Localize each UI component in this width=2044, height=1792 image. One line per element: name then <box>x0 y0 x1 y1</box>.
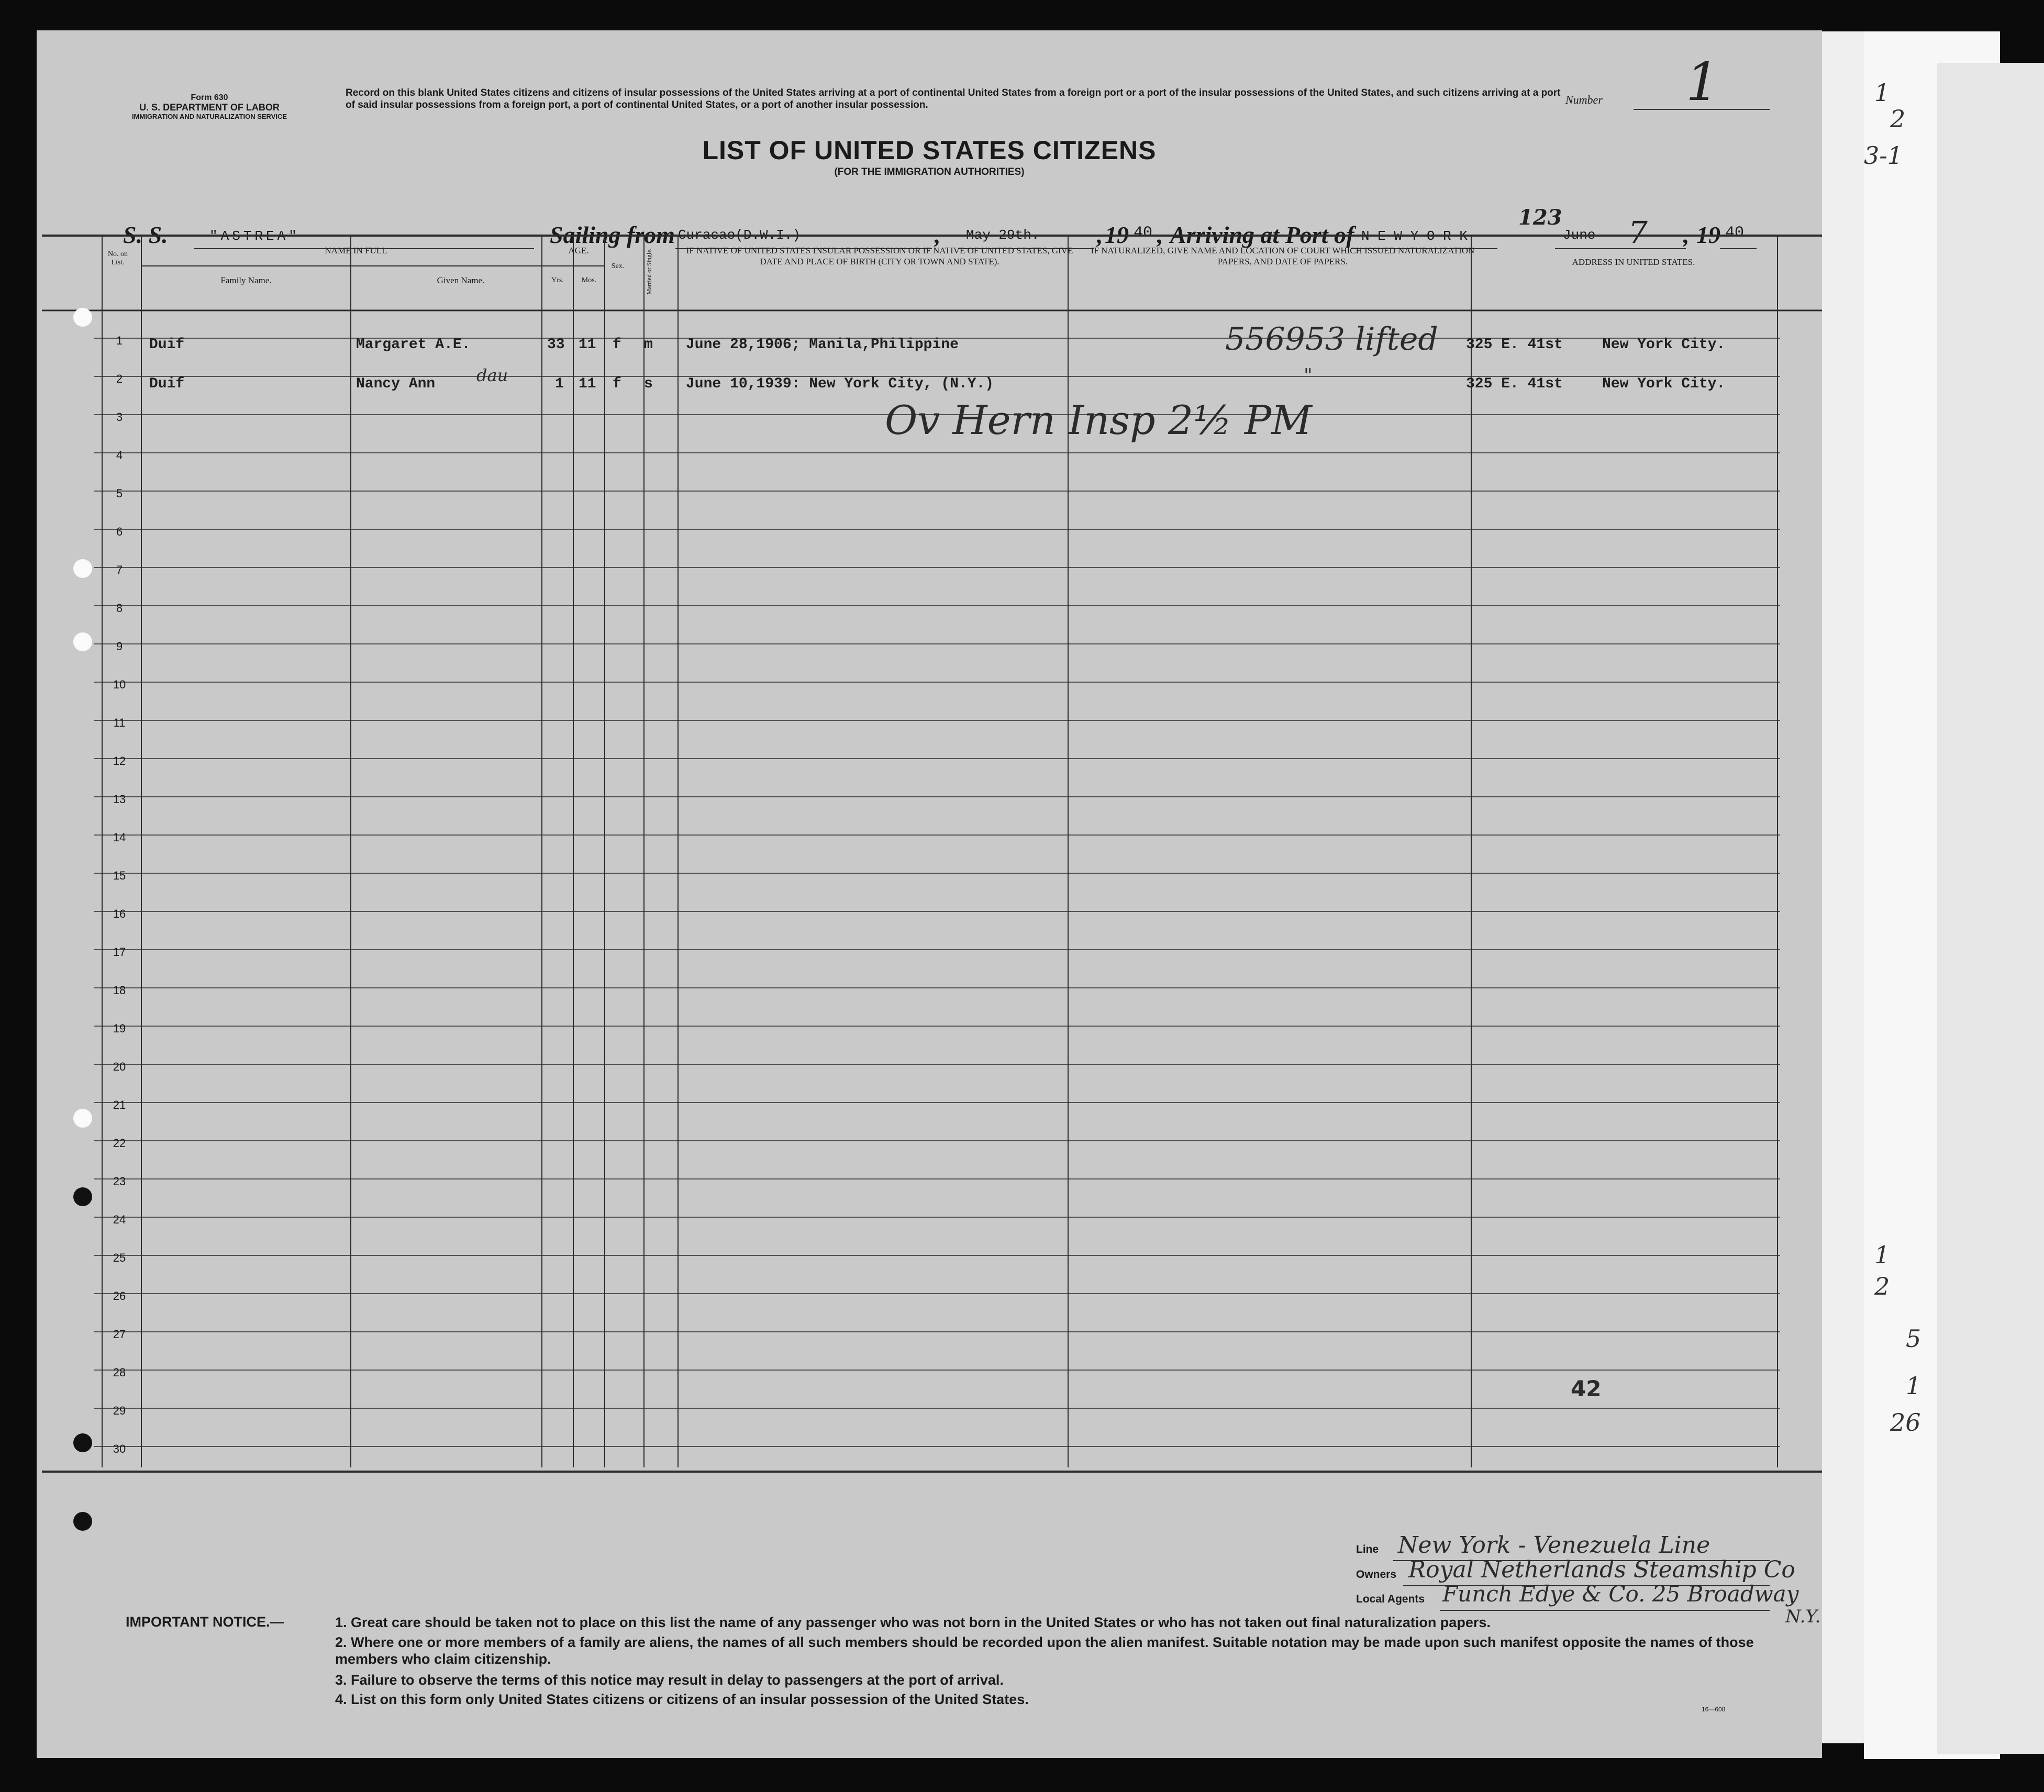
address-city: New York City. <box>1602 376 1726 392</box>
background-sheet <box>1937 63 2044 1754</box>
header-age: AGE. <box>568 246 589 255</box>
row-number: 23 <box>113 1175 126 1188</box>
row-number: 21 <box>113 1098 126 1111</box>
row-number: 11 <box>113 716 126 729</box>
row-number: 6 <box>116 525 123 538</box>
side-tally-mark: 5 <box>1906 1324 1921 1353</box>
address-street: 325 E. 41st <box>1466 337 1563 353</box>
page-total-stamp: 42 <box>1571 1376 1602 1401</box>
header-naturalized: IF NATURALIZED, GIVE NAME AND LOCATION OF COURT WHICH ISSUED NATURALIZATION PAPERS, AND DATE OF PAPERS. <box>1091 246 1475 266</box>
header-yrs: Yrs. <box>551 276 564 284</box>
row-number: 29 <box>113 1404 126 1417</box>
age-months: 11 <box>579 337 596 353</box>
notice-item: 1. Great care should be taken not to place on this list the name of any passenger who was not born in the United States or who has not taken out final naturalization papers. <box>335 1615 1491 1630</box>
family-name: Duif <box>149 376 185 392</box>
row-number: 28 <box>113 1366 126 1379</box>
binder-hole <box>73 632 92 651</box>
naturalization-ditto: " <box>1304 365 1313 387</box>
row-number: 15 <box>113 869 126 882</box>
agents-extra: N.Y. <box>1785 1606 1821 1627</box>
side-tally-mark: 1 <box>1874 1241 1890 1269</box>
row-number: 24 <box>113 1213 126 1226</box>
binder-hole <box>73 559 92 578</box>
manifest-page <box>37 30 1822 1758</box>
notice-item: 2. Where one or more members of a family are aliens, the names of all such members should be recorded upon the alien manifest. Suitable notation may be made upon such manifest opposite the names of those members who claim citizenship. <box>335 1634 1754 1667</box>
age-years: 1 <box>555 376 564 392</box>
binder-hole <box>73 1512 92 1531</box>
page-subtitle: (FOR THE IMMIGRATION AUTHORITIES) <box>834 166 1025 177</box>
row-number: 17 <box>113 945 126 959</box>
marital-status: s <box>644 376 653 392</box>
record-notice: Record on this blank United States citizens and citizens of insular possessions of the United States arriving at a port of continental United States from a foreign port or a port of the insular possessions of the United States, and such citizens arriving at a port of said insular possessions from a foreign port, a port of continental United States, or a port of another insular possession. <box>346 87 1561 110</box>
row-number: 12 <box>113 754 126 767</box>
side-tally-mark: 1 <box>1874 79 1890 107</box>
side-tally-mark: 2 <box>1890 105 1906 133</box>
header-name-in-full: NAME IN FULL <box>325 246 387 255</box>
agents-underline <box>1440 1610 1770 1611</box>
row-number: 18 <box>113 984 126 997</box>
form-number: Form 630 <box>191 93 228 102</box>
arriving-port: N E W Y O R K <box>1361 228 1468 244</box>
binder-hole <box>73 1433 92 1452</box>
row-number: 8 <box>116 602 123 615</box>
list-number: 1 <box>1686 51 1719 113</box>
row-number: 1 <box>116 334 123 347</box>
header-address: ADDRESS IN UNITED STATES. <box>1572 257 1695 267</box>
owners-value: Royal Netherlands Steamship Co <box>1408 1556 1795 1583</box>
form-code: 16—608 <box>1702 1706 1726 1713</box>
row-number: 16 <box>113 907 126 920</box>
row-number: 25 <box>113 1251 126 1264</box>
ss-label: S. S. <box>123 221 168 248</box>
header-sex: Sex. <box>611 262 625 270</box>
notice-item: 4. List on this form only United States citizens or citizens of an insular possession of the United States. <box>335 1691 1029 1707</box>
ship-name: "ASTREA" <box>209 228 300 244</box>
binder-hole <box>73 308 92 327</box>
row-number: 27 <box>113 1328 126 1341</box>
line-value: New York - Venezuela Line <box>1398 1532 1710 1559</box>
row-number: 13 <box>113 793 126 806</box>
agents-value: Funch Edye & Co. 25 Broadway <box>1442 1581 1799 1607</box>
header-no: No. on List. <box>107 250 128 266</box>
header-native: IF NATIVE OF UNITED STATES INSULAR POSSESSION OR IF NATIVE OF UNITED STATES, GIVE DATE AND PLACE OF BIRTH (CITY OR TOWN AND STATE). <box>686 246 1073 266</box>
arrival-year: 40 <box>1725 224 1745 242</box>
given-name-note: dau <box>476 365 508 385</box>
line-label: Line <box>1356 1543 1379 1555</box>
side-tally-mark: 3-1 <box>1864 141 1903 170</box>
agents-label: Local Agents <box>1356 1593 1425 1605</box>
number-label: Number <box>1565 93 1603 106</box>
department: U. S. DEPARTMENT OF LABOR <box>139 102 280 113</box>
sex: f <box>613 376 621 392</box>
important-notice-label: IMPORTANT NOTICE.— <box>126 1614 284 1630</box>
side-tally-mark: 2 <box>1874 1272 1890 1300</box>
row-number: 10 <box>113 678 126 691</box>
side-tally-mark: 26 <box>1890 1408 1921 1437</box>
row-number: 30 <box>113 1442 126 1455</box>
row-number: 19 <box>113 1022 126 1035</box>
arrival-month: June <box>1563 227 1596 243</box>
arrival-day: 7 <box>1628 215 1648 250</box>
sailing-year-prefix: 19 <box>1105 221 1129 248</box>
owners-label: Owners <box>1356 1568 1397 1580</box>
row-number: 5 <box>116 487 123 500</box>
arriving-label: Arriving at Port of <box>1170 221 1354 248</box>
row-number: 9 <box>116 640 123 653</box>
given-name: Nancy Ann <box>356 376 436 392</box>
sailing-year: 40 <box>1134 224 1153 242</box>
row-number: 4 <box>116 449 123 462</box>
inspection-note: Ov Hern Insp 2½ PM <box>885 397 1312 443</box>
row-number: 7 <box>116 563 123 576</box>
address-city: New York City. <box>1602 337 1726 353</box>
arrival-year-prefix: 19 <box>1696 221 1720 248</box>
row-number: 20 <box>113 1060 126 1073</box>
handwritten-list-number: 123 <box>1518 205 1562 230</box>
birth-details: June 28,1906; Manila,Philippine <box>686 337 959 353</box>
address-street: 325 E. 41st <box>1466 376 1563 392</box>
page-title: LIST OF UNITED STATES CITIZENS <box>702 136 1157 165</box>
notice-item: 3. Failure to observe the terms of this notice may result in delay to passengers at the port of arrival. <box>335 1672 1004 1688</box>
side-tally-mark: 1 <box>1906 1372 1921 1400</box>
service: IMMIGRATION AND NATURALIZATION SERVICE <box>131 113 287 120</box>
binder-hole <box>73 1109 92 1128</box>
marital-status: m <box>644 337 653 353</box>
row-number: 26 <box>113 1289 126 1303</box>
header-married: Married or Single. <box>645 248 653 295</box>
birth-details: June 10,1939: New York City, (N.Y.) <box>686 376 994 392</box>
age-months: 11 <box>579 376 596 392</box>
sailing-port: Curacao(D.W.I.) <box>678 227 801 243</box>
given-name: Margaret A.E. <box>356 337 471 353</box>
header-family-name: Family Name. <box>220 275 272 285</box>
age-years: 33 <box>547 337 565 353</box>
naturalization-note: 556953 lifted <box>1225 321 1438 358</box>
row-number: 3 <box>116 410 123 424</box>
voyage-line: S. S. "ASTREA" Sailing from Curacao(D.W.I.) , May 29th. , 19 40 , Arriving at Port of N E W Y O R K 123 June 7 , 19 40 <box>37 187 1822 229</box>
sex: f <box>613 337 621 353</box>
binder-hole <box>73 1187 92 1206</box>
sailing-label: Sailing from <box>550 221 675 248</box>
manifest-grid <box>37 30 1822 1758</box>
family-name: Duif <box>149 337 185 353</box>
header-given-name: Given Name. <box>437 275 485 285</box>
row-number: 22 <box>113 1137 126 1150</box>
row-number: 2 <box>116 372 123 385</box>
sailing-date: May 29th. <box>966 227 1040 243</box>
header-mos: Mos. <box>581 276 597 284</box>
row-number: 14 <box>113 831 126 844</box>
